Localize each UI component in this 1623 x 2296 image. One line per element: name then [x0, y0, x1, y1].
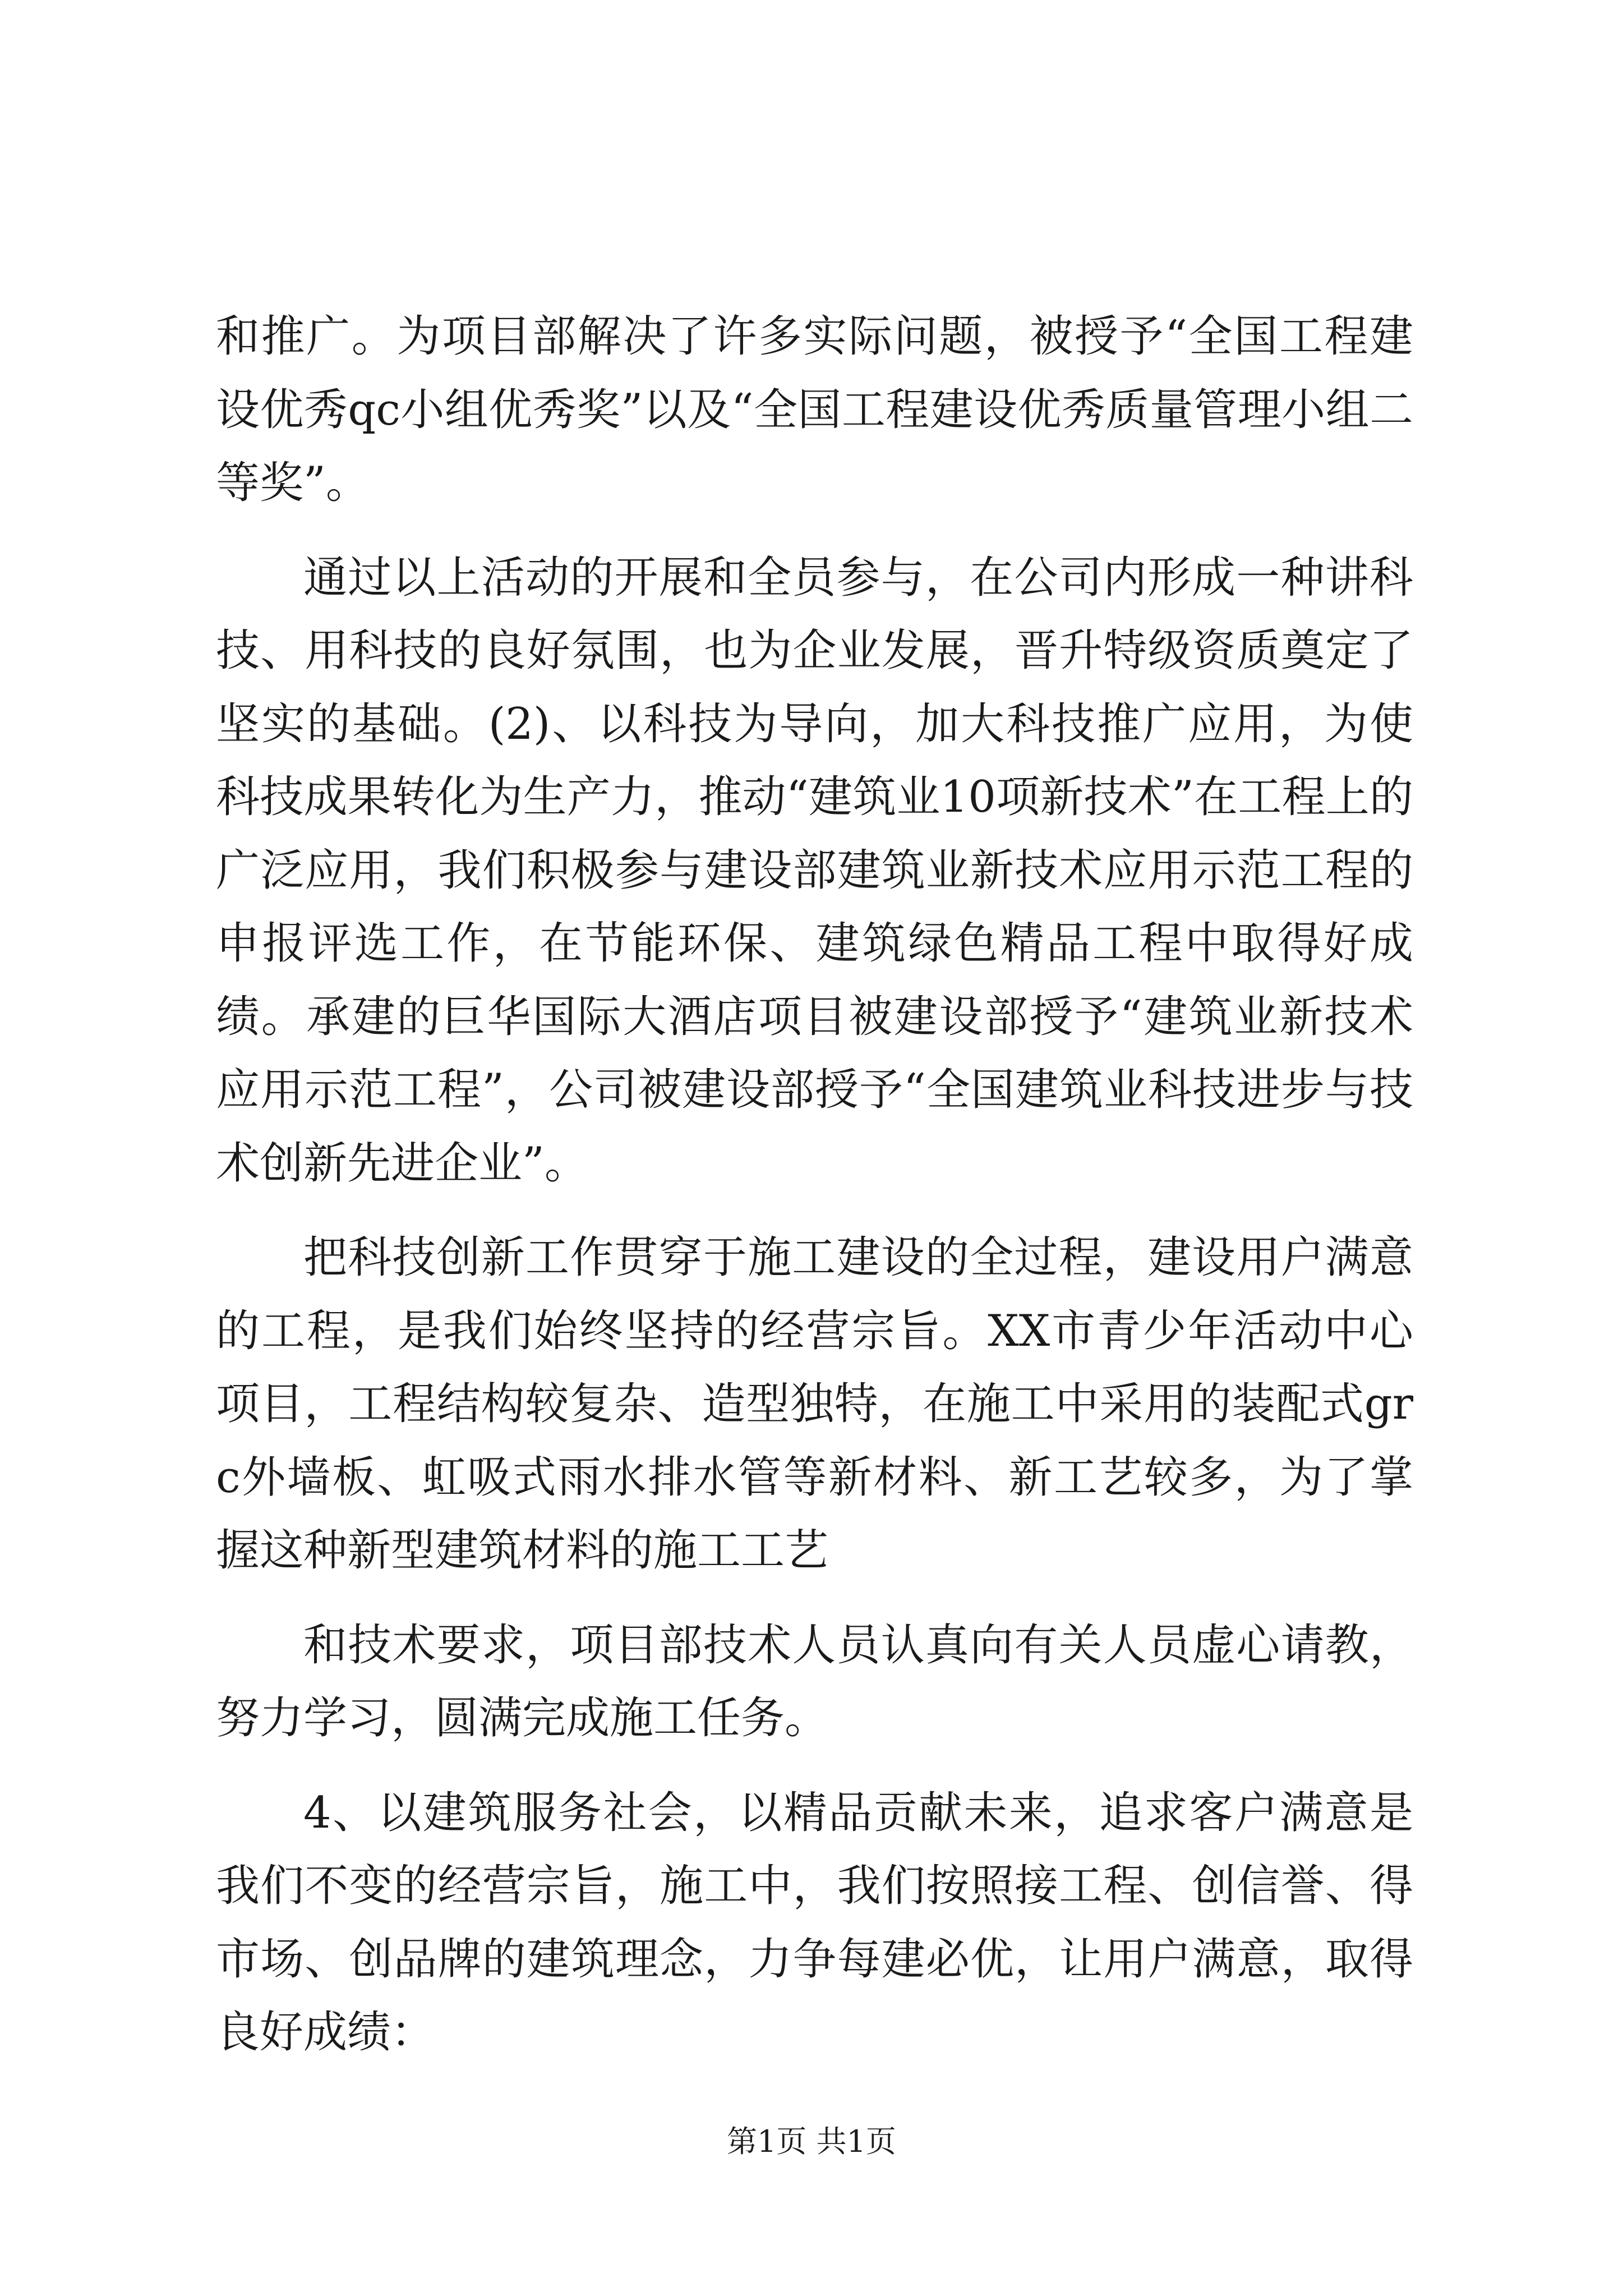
document-body — [216, 300, 1413, 2091]
page-footer: 第1页 共1页 — [727, 2124, 896, 2159]
paragraph: 4、以建筑服务社会，以精品贡献未来，追求客户满意是我们不变的经营宗旨，施工中，我们按照接工程、创信誉、得市场、创品牌的建筑理念，力争每建必优，让用户满意，取得良好成绩： — [216, 1787, 1413, 2058]
paragraph: 把科技创新工作贯穿于施工建设的全过程，建设用户满意的工程，是我们始终坚持的经营宗旨。XX市青少年活动中心项目，工程结构较复杂、造型独特，在施工中采用的装配式grc外墙板、虹吸式雨水排水管等新材料、新工艺较多，为了掌握这种新型建筑材料的施工工艺 — [216, 1232, 1413, 1576]
paragraph: 和技术要求，项目部技术人员认真向有关人员虚心请教，努力学习，圆满完成施工任务。 — [216, 1619, 1413, 1743]
paragraph: 和推广。为项目部解决了许多实际问题，被授予“全国工程建设优秀qc小组优秀奖”以及“全国工程建设优秀质量管理小组二等奖”。 — [216, 311, 1413, 508]
paragraph: 通过以上活动的开展和全员参与，在公司内形成一种讲科技、用科技的良好氛围，也为企业发展，晋升特级资质奠定了坚实的基础。(2)、以科技为导向，加大科技推广应用，为使科技成果转化为生产力，推动“建筑业10项新技术”在工程上的广泛应用，我们积极参与建设部建筑业新技术应用示范工程的申报评选工作，在节能环保、建筑绿色精品工程中取得好成绩。承建的巨华国际大酒店项目被建设部授予“建筑业新技术应用示范工程”，公司被建设部授予“全国建筑业科技进步与技术创新先进企业”。 — [216, 552, 1413, 1189]
